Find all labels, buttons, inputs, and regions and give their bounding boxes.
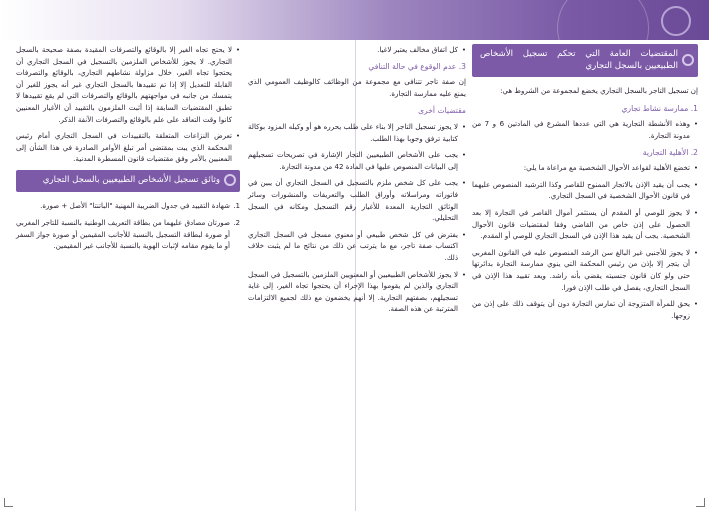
item-number: 1. (233, 200, 240, 210)
list-item: • لا يجوز للوصي أو المقدم أن يستثمر أموال القاصر في التجارة إلا بعد الحصول على إذن خاص من القاضي وفقا لمقتضيات قانون الأحوال الشخصية. يجب أن يقيد هذا الإذن في السجل التجاري للوصي أو المقدم. (472, 207, 698, 242)
section-header-text: المقتضيات العامة التي تحكم تسجيل الأشخاص الطبيعيين بالسجل التجاري (480, 49, 678, 71)
intro-paragraph: إن تسجيل التاجر بالسجل التجاري يخضع لمجموعة من الشروط هي: (500, 86, 698, 96)
item-text: شهادة التقييد في جدول الضريبة المهنية "الباتنتا" الأصل + صورة. (40, 200, 230, 210)
subheading-other-provisions: مقتضيات أخرى (418, 106, 466, 116)
list-item: • يحق للمرأة المتزوجة أن تمارس التجارة دون أن يتوقف ذلك على إذن من زوجها. (472, 298, 698, 321)
list-item: • لا يجوز للأشخاص الطبيعيين أو المعنويين الملزمين بالتسجيل في السجل التجاري والذين لم يقوموا بهذا الإجراء أن يحتجوا تجاه الغير، إلى غاية تسجيلهم، بصفتهم التجارية. إلا أنهم يخضعون مع ذلك لجميع الالتزامات المترتبة عن هذه الصفة. (248, 269, 466, 315)
subheading-incompatibility: 3. عدم الوقوع في حالة التنافي (368, 61, 466, 71)
list-item: • يجب على الأشخاص الطبيعيين التجار الإشارة في تصريحات تسجيلهم إلى البيانات المنصوص عليها في المادة 42 من مدونة التجارة. (248, 149, 466, 172)
list-item: • وهذه الأنشطة التجارية هي التي عددها المشرع في المادتين 6 و 7 من مدونة التجارة. (472, 118, 698, 141)
decorative-ring-icon (661, 6, 691, 36)
item-text: صورتان مصادق عليهما من بطاقة التعريف الوطنية بالنسبة للتاجر المغربي أو صورة لبطاقة التسجيل بالنسبة للأجانب المقيمين أو صورة جواز السفر أو ما يقوم مقامه لإثبات الهوية بالنسبة للأجانب غير المقيمين. (16, 218, 230, 251)
list-item: • لا يجوز للأجنبي غير البالغ سن الرشد المنصوص عليه في القانون المغربي أن يتجر إلا بإذن من رئيس المحكمة التي ينوي ممارسة التجارة بدائرتها حتى ولو كان قانون جنسيته يقضي بأنه راشد. ويعد تقييد هذا الإذن في السجل التجاري، يفصل في طلب الإذن فورا. (472, 247, 698, 293)
list-item: • لا يحتج تجاه الغير إلا بالوقائع والتصرفات المقيدة بصفة صحيحة بالسجل التجاري. لا يجوز للأشخاص الملزمين بالتسجيل في السجل التجاري أن يحتجوا تجاه الغير، خلال مزاولة نشاطهم التجاري، بالوقائع والتصرفات القابلة للتعديل إلا إذا تم تقييدها بالسجل التجاري غير أنه يجوز للغير أن يتمسك من جانبه في مواجهتهم بالوقائع والتصرفات التي لم يقع تقييدها لا تطبق المقتضيات السابقة إذا أثبت الملزمون بالتقييد أن الأغيار المعنيين كانوا وقت التعاقد على علم بالوقائع والتصرفات الآنفة الذكر. (16, 44, 240, 125)
flower-icon (224, 174, 236, 186)
list-item: • لا يجوز تسجيل التاجر إلا بناء على طلب يحرره هو أو وكيله المزود بوكالة كتابية ترفق وجوبا بهذا الطلب. (248, 121, 466, 144)
list-item: • يجب أن يقيد الإذن بالاتجار الممنوح للقاصر وكذا الترشيد المنصوص عليهما في قانون الأحوال الشخصية في السجل التجاري. (472, 179, 698, 202)
section-header-general (472, 44, 698, 77)
crop-mark (696, 498, 705, 507)
section-header-documents (16, 170, 240, 192)
subheading-capacity: 2. الأهلية التجارية (642, 147, 698, 157)
list-item: • يجب على كل شخص ملزم بالتسجيل في السجل التجاري أن يبين في فاتوراته ومراسلاته وأوراق الطلب والتعريفات والمنشورات وسائر الوثائق التجارية المعدة للأغيار رقم التسجيل ومكانه في السجل التحليلي. (248, 177, 466, 223)
section-header-text: وثائق تسجيل الأشخاص الطبيعيين بالسجل التجاري (42, 174, 220, 185)
column-middle (248, 44, 466, 320)
item-number: 2. (233, 218, 240, 228)
list-item: • كل اتفاق مخالف يعتبر لاغيا. (248, 44, 466, 56)
subheading-commercial-activity: 1. ممارسة نشاط تجاري (621, 103, 698, 113)
column-right (472, 44, 698, 326)
crop-mark (4, 498, 13, 507)
top-decorative-band (0, 0, 709, 40)
flower-icon (682, 54, 694, 66)
numbered-item (16, 217, 240, 252)
list-item: • تعرض النزاعات المتعلقة بالتقييدات في السجل التجاري أمام رئيس المحكمة الذي يبت بمقتضى أمر تبلغ الأوامر الصادرة في هذا الشأن إلى المعنيين بالأمر وفق مقتضيات قانون المسطرة المدنية. (16, 130, 240, 165)
column-left (16, 44, 240, 258)
list-item: • تخضع الأهلية لقواعد الأحوال الشخصية مع مراعاة ما يلي: (472, 162, 698, 174)
list-item: • يفترض في كل شخص طبيعي أو معنوي مسجل في السجل التجاري اكتساب صفة تاجر، مع ما يترتب عن ذلك من نتائج ما لم يثبت خلاف ذلك. (248, 229, 466, 264)
paragraph: إن صفة تاجر تتنافى مع مجموعة من الوظائف كالوظيف العمومي الذي يمنع عليه ممارسة التجارة. (248, 77, 466, 98)
numbered-item (16, 200, 240, 212)
